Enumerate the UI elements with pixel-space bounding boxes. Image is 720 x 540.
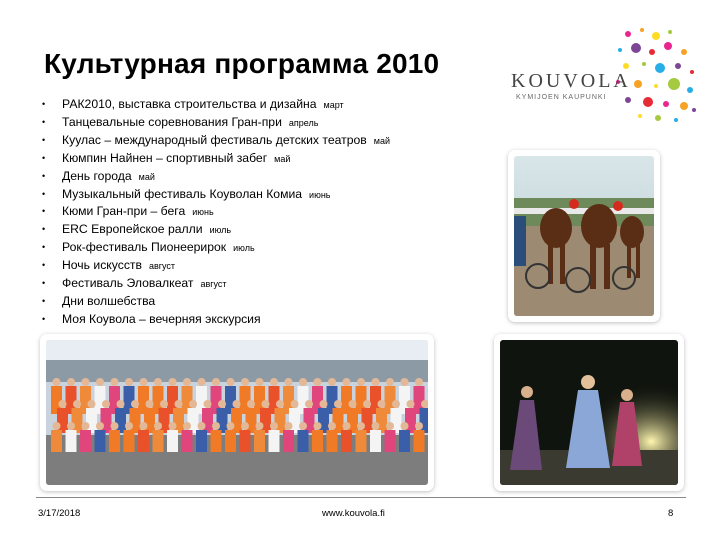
logo-dot <box>652 32 660 40</box>
person-figure <box>341 430 352 452</box>
person-figure <box>240 430 251 452</box>
person-figure <box>66 430 77 452</box>
person-head <box>386 378 394 386</box>
person-head <box>357 422 365 430</box>
program-item-month: май <box>138 171 155 182</box>
person-head <box>363 400 371 408</box>
person-head <box>401 422 409 430</box>
logo-dot <box>625 31 631 37</box>
person-head <box>372 378 380 386</box>
person-head <box>285 378 293 386</box>
bullet-icon: • <box>42 99 46 109</box>
person-figure <box>95 430 106 452</box>
person-head <box>212 378 220 386</box>
logo-dot <box>668 78 680 90</box>
logo-dot <box>654 84 658 88</box>
person-figure <box>283 430 294 452</box>
person-head <box>82 422 90 430</box>
person-head <box>212 422 220 430</box>
person-figure <box>196 430 207 452</box>
logo-dot <box>663 101 669 107</box>
program-item-name: День города <box>62 168 132 183</box>
person-head <box>117 400 125 408</box>
person-head <box>160 400 168 408</box>
person-head <box>314 378 322 386</box>
person-figure <box>211 430 222 452</box>
logo-dot <box>680 102 688 110</box>
person-head <box>140 422 148 430</box>
person-figure <box>153 430 164 452</box>
program-item-month: август <box>200 279 227 290</box>
bullet-icon: • <box>42 224 46 235</box>
night-performance-photo <box>494 334 684 491</box>
person-head <box>270 422 278 430</box>
program-item <box>42 96 390 114</box>
program-item <box>42 311 390 329</box>
person-head <box>291 400 299 408</box>
person-head <box>320 400 328 408</box>
person-head <box>372 422 380 430</box>
person-figure <box>80 430 91 452</box>
person-figure <box>327 430 338 452</box>
program-item-name: Кюми Гран-при – бега <box>62 204 186 219</box>
person-head <box>328 378 336 386</box>
person-head <box>305 400 313 408</box>
program-item-name: Рок-фестиваль Пионеерирок <box>62 240 227 255</box>
person-head <box>285 422 293 430</box>
program-item <box>42 168 390 186</box>
person-head <box>241 422 249 430</box>
person-head <box>67 422 75 430</box>
person-head <box>154 378 162 386</box>
person-figure <box>254 430 265 452</box>
logo-dot <box>631 43 641 53</box>
person-head <box>299 422 307 430</box>
person-head <box>349 400 357 408</box>
program-item-month: июль <box>233 243 255 254</box>
logo-dot <box>642 62 646 66</box>
person-head <box>334 400 342 408</box>
slide-title: Культурная программа 2010 <box>44 48 440 79</box>
person-head <box>198 422 206 430</box>
person-figure <box>312 430 323 452</box>
program-item <box>42 221 390 239</box>
bullet-icon: • <box>42 134 46 145</box>
program-item-name: Дни волшебства <box>62 293 156 308</box>
bullet-icon: • <box>42 278 46 289</box>
person-figure <box>298 430 309 452</box>
logo-dot <box>674 118 678 122</box>
person-head <box>198 378 206 386</box>
footer-url[interactable]: www.kouvola.fi <box>322 508 385 519</box>
person-figure <box>414 430 425 452</box>
person-figure <box>269 430 280 452</box>
bullet-icon: • <box>42 206 46 217</box>
person-figure <box>167 430 178 452</box>
person-head <box>256 422 264 430</box>
program-item-name: РАК2010, выставка строительства и дизайна <box>62 97 317 111</box>
person-head <box>146 400 154 408</box>
person-head <box>175 400 183 408</box>
program-item-month: июнь <box>192 207 214 218</box>
person-figure <box>370 430 381 452</box>
logo-dot <box>681 49 687 55</box>
person-head <box>102 400 110 408</box>
person-figure <box>225 430 236 452</box>
person-head <box>140 378 148 386</box>
program-item <box>42 239 390 257</box>
bullet-icon: • <box>42 313 46 324</box>
bullet-icon: • <box>42 152 46 163</box>
logo-dot <box>649 49 655 55</box>
bullet-icon: • <box>42 188 46 199</box>
program-item <box>42 132 390 150</box>
person-head <box>183 422 191 430</box>
bullet-icon: • <box>42 295 46 306</box>
program-item-name: Кюмпин Найнен – спортивный забег <box>62 150 268 165</box>
person-head <box>131 400 139 408</box>
person-head <box>270 378 278 386</box>
program-item-name: Ночь искусств <box>62 258 142 273</box>
person-head <box>169 422 177 430</box>
person-head <box>415 422 423 430</box>
program-item-month: март <box>323 100 344 110</box>
logo-dot <box>634 80 642 88</box>
person-head <box>125 378 133 386</box>
person-head <box>73 400 81 408</box>
person-figure <box>385 430 396 452</box>
person-head <box>82 378 90 386</box>
kouvola-logo <box>506 22 706 134</box>
person-figure <box>124 430 135 452</box>
person-head <box>154 422 162 430</box>
person-figure <box>356 430 367 452</box>
person-head <box>204 400 212 408</box>
logo-wordmark: KOUVOLA <box>511 70 631 92</box>
logo-dot <box>643 97 653 107</box>
program-item-name: ERC Европейское ралли <box>62 222 203 237</box>
logo-dot <box>655 115 661 121</box>
bullet-icon: • <box>42 242 46 253</box>
person-head <box>169 378 177 386</box>
person-head <box>343 422 351 430</box>
person-figure <box>51 430 62 452</box>
program-item-name: Музыкальный фестиваль Коуволан Комиа <box>62 186 303 201</box>
program-item <box>42 257 390 275</box>
person-head <box>262 400 270 408</box>
program-list <box>42 96 390 329</box>
logo-dot <box>687 87 693 93</box>
logo-dot <box>692 108 696 112</box>
person-head <box>111 378 119 386</box>
person-head <box>415 378 423 386</box>
program-item <box>42 114 390 132</box>
person-head <box>241 378 249 386</box>
person-head <box>314 422 322 430</box>
program-item <box>42 203 390 221</box>
person-head <box>401 378 409 386</box>
person-figure <box>182 430 193 452</box>
logo-dot <box>690 70 694 74</box>
person-head <box>299 378 307 386</box>
person-head <box>328 422 336 430</box>
logo-dot <box>623 63 629 69</box>
logo-subtitle: KYMIJOEN KAUPUNKI <box>516 94 607 101</box>
logo-dot <box>640 28 644 32</box>
person-figure <box>138 430 149 452</box>
person-head <box>96 422 104 430</box>
person-head <box>227 422 235 430</box>
person-head <box>183 378 191 386</box>
person-head <box>218 400 226 408</box>
person-head <box>53 378 61 386</box>
logo-dot <box>655 63 665 73</box>
person-head <box>189 400 197 408</box>
person-head <box>392 400 400 408</box>
person-head <box>53 422 61 430</box>
program-item <box>42 150 390 168</box>
person-head <box>111 422 119 430</box>
program-item-month: май <box>274 153 291 164</box>
program-item-name: Танцевальные соревнования Гран-при <box>62 114 282 129</box>
logo-dot <box>618 48 622 52</box>
logo-dot <box>664 42 672 50</box>
footer-divider <box>36 497 686 498</box>
person-head <box>357 378 365 386</box>
person-head <box>59 400 67 408</box>
person-figure <box>109 430 120 452</box>
bullet-icon: • <box>42 260 46 271</box>
person-figure <box>399 430 410 452</box>
program-item-month: май <box>373 135 390 146</box>
person-head <box>407 400 415 408</box>
logo-dot <box>675 63 681 69</box>
person-head <box>88 400 96 408</box>
person-head <box>276 400 284 408</box>
program-item-month: июнь <box>309 189 331 200</box>
program-item-month: август <box>148 261 176 272</box>
person-head <box>67 378 75 386</box>
group-photo <box>40 334 434 491</box>
bullet-icon: • <box>42 170 46 181</box>
person-head <box>247 400 255 408</box>
bullet-icon: • <box>42 116 46 127</box>
program-item-name: Фестиваль Эловалкеат <box>62 276 194 291</box>
program-item-month: июль <box>209 225 232 236</box>
person-head <box>125 422 133 430</box>
program-item-month: апрель <box>288 117 319 128</box>
footer-date: 3/17/2018 <box>38 508 81 519</box>
person-head <box>96 378 104 386</box>
program-item <box>42 186 390 204</box>
person-head <box>227 378 235 386</box>
harness-racing-photo <box>508 150 660 322</box>
program-item <box>42 293 390 311</box>
person-head <box>233 400 241 408</box>
program-item-name: Куулас – международный фестиваль детских театров <box>62 132 367 147</box>
page-number: 8 <box>668 508 674 519</box>
person-head <box>378 400 386 408</box>
person-head <box>386 422 394 430</box>
logo-dot <box>668 30 672 34</box>
logo-dot <box>638 114 642 118</box>
program-item-name: Моя Коувола – вечерняя экскурсия <box>62 311 261 326</box>
program-item <box>42 275 390 293</box>
logo-dot <box>625 97 631 103</box>
person-head <box>343 378 351 386</box>
person-head <box>256 378 264 386</box>
